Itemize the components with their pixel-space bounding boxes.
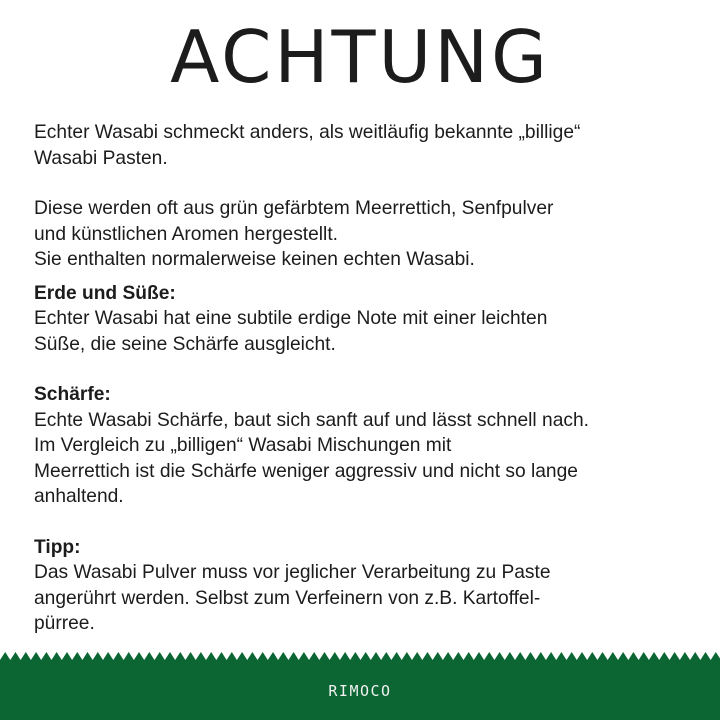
spacer — [34, 510, 704, 535]
text-line: und künstlichen Aromen hergestellt. — [34, 223, 338, 245]
text-line: Das Wasabi Pulver muss vor jeglicher Verarbeitung zu Paste — [34, 562, 551, 583]
text-line: Im Vergleich zu „billigen“ Wasabi Mischungen mit — [34, 435, 452, 456]
text-line: Echte Wasabi Schärfe, baut sich sanft auf und lässt schnell nach. — [34, 409, 589, 431]
text-line: Meerrettich ist die Schärfe weniger aggressiv und nicht so lange — [34, 460, 578, 482]
description-paragraph — [34, 196, 704, 273]
footer-banner — [0, 652, 720, 720]
section-tip — [34, 535, 704, 637]
text-line: Echter Wasabi schmeckt anders, als weitläufig bekannte „billige“ — [34, 122, 581, 143]
text-line: pürree. — [34, 613, 95, 634]
section-spiciness — [34, 382, 704, 510]
section-earth-sweetness — [34, 281, 704, 358]
spacer — [34, 357, 704, 382]
text-line: angerührt werden. Selbst zum Verfeinern von z.B. Kartoffel- — [34, 587, 541, 609]
text-line: anhaltend. — [34, 486, 124, 507]
spacer — [34, 273, 704, 281]
brand-logo: RIMOCO — [328, 682, 392, 700]
section-heading: Tipp: — [34, 536, 81, 558]
intro-paragraph — [34, 120, 704, 171]
text-line: Sie enthalten normalerweise keinen echten Wasabi. — [34, 249, 475, 270]
content — [34, 120, 704, 637]
text-line: Wasabi Pasten. — [34, 147, 168, 169]
section-heading: Erde und Süße: — [34, 282, 176, 304]
spacer — [34, 171, 704, 196]
text-line: Diese werden oft aus grün gefärbtem Meerrettich, Senfpulver — [34, 198, 554, 219]
page-title: ACHTUNG — [170, 15, 550, 99]
section-heading: Schärfe: — [34, 384, 111, 405]
text-line: Echter Wasabi hat eine subtile erdige Note mit einer leichten — [34, 308, 548, 329]
text-line: Süße, die seine Schärfe ausgleicht. — [34, 333, 336, 355]
